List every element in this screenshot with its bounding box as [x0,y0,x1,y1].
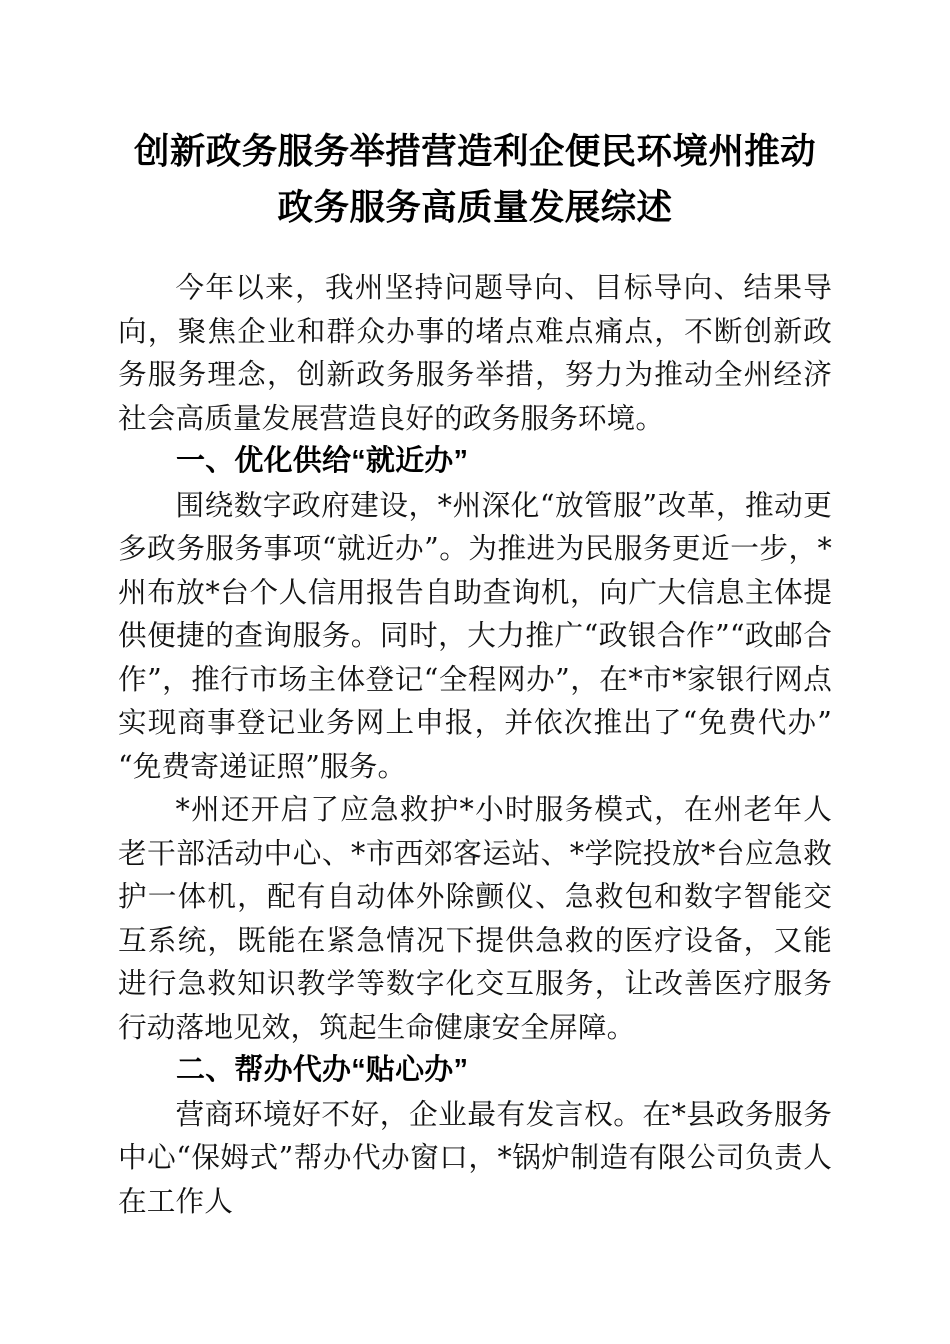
document-content-column [118,0,832,1223]
paragraph-section1-1: 围绕数字政府建设，*州深化“放管服”改革，推动更多政务服务事项“就近办”。为推进为民服务更近一步，*州布放*台个人信用报告自助查询机，向广大信息主体提供便捷的查询服务。同时，大力推广“政银合作”“政邮合作”，推行市场主体登记“全程网办”，在*市*家银行网点实现商事登记业务网上申报，并依次推出了“免费代办”“免费寄递证照”服务。 [118,487,832,783]
title-body-spacer [118,236,832,266]
section-heading-two: 二、帮办代办“贴心办” [176,1054,469,1086]
paragraph-section2-1: 营商环境好不好，企业最有发言权。在*县政务服务中心“保姆式”帮办代办窗口，*锅炉制造有限公司负责人在工作人 [118,1096,832,1218]
document-title: 创新政务服务举措营造利企便民环境州推动政务服务高质量发展综述 [133,131,817,228]
section-heading-one: 一、优化供给“就近办” [176,445,469,477]
paragraph-intro: 今年以来，我州坚持问题导向、目标导向、结果导向，聚焦企业和群众办事的堵点难点痛点，不断创新政务服务理念，创新政务服务举措，努力为推动全州经济社会高质量发展营造良好的政务服务环境。 [118,270,832,435]
paragraph-section1-2: *州还开启了应急救护*小时服务模式，在州老年人老干部活动中心、*市西郊客运站、*学院投放*台应急救护一体机，配有自动体外除颤仪、急救包和数字智能交互系统，既能在紧急情况下提供急救的医疗设备，又能进行急救知识教学等数字化交互服务，让改善医疗服务行动落地见效，筑起生命健康安全屏障。 [118,792,832,1044]
